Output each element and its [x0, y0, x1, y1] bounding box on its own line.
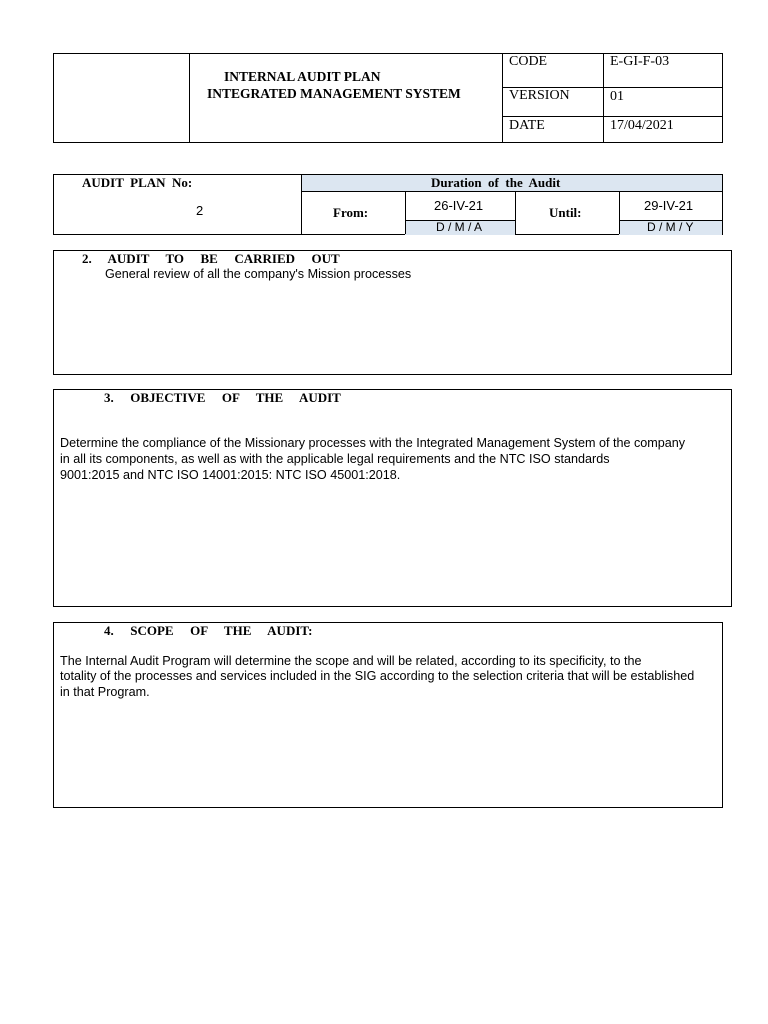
header-divider: [603, 54, 604, 142]
document-title-line2: INTEGRATED MANAGEMENT SYSTEM: [207, 86, 461, 101]
section-3-body-line: in all its components, as well as with the applicable legal requirements and the NTC ISO standards: [60, 452, 610, 466]
duration-label: Duration of the Audit: [431, 175, 561, 190]
from-date-format: D / M / A: [436, 220, 483, 234]
plan-divider: [405, 191, 406, 234]
logo-placeholder: [54, 54, 189, 142]
section-3-body-line: 9001:2015 and NTC ISO 14001:2015: NTC ISO 45001:2018.: [60, 468, 401, 482]
section-3-body-line: Determine the compliance of the Missionary processes with the Integrated Management System of the company: [60, 436, 686, 450]
section-2-body: General review of all the company's Mission processes: [105, 267, 412, 281]
audit-plan-number-label: AUDIT PLAN No:: [82, 175, 193, 190]
document-title-line1: INTERNAL AUDIT PLAN: [224, 69, 381, 84]
objective-of-the-audit-section: [53, 389, 732, 607]
section-3-title: 3. OBJECTIVE OF THE AUDIT: [104, 390, 341, 405]
code-label: CODE: [509, 54, 548, 69]
version-value: 01: [610, 89, 624, 104]
section-4-body-line: The Internal Audit Program will determine the scope and will be related, according to its specificity, to the: [60, 654, 642, 668]
code-value: E-GI-F-03: [610, 54, 670, 69]
date-value: 17/04/2021: [610, 118, 674, 133]
audit-to-be-carried-out-section: [53, 250, 732, 375]
audit-plan-table: [53, 174, 723, 235]
document-header-table: [53, 53, 723, 143]
plan-divider: [301, 175, 302, 234]
section-4-body-line: in that Program.: [60, 685, 150, 699]
header-divider: [502, 54, 503, 142]
plan-divider: [515, 191, 516, 234]
date-label: DATE: [509, 118, 545, 133]
plan-divider: [619, 191, 620, 234]
header-divider: [189, 54, 190, 142]
section-4-body-line: totality of the processes and services included in the SIG according to the selection criteria that will be established: [60, 669, 695, 683]
scope-of-the-audit-section: [53, 622, 723, 808]
until-date-format: D / M / Y: [647, 220, 694, 234]
audit-plan-number-value: 2: [196, 203, 204, 218]
header-row-divider: [502, 116, 722, 117]
version-label: VERSION: [509, 88, 570, 103]
section-4-title: 4. SCOPE OF THE AUDIT:: [104, 623, 313, 638]
until-date-value: 29-IV-21: [644, 198, 694, 213]
until-label: Until:: [549, 205, 582, 220]
from-label: From:: [333, 205, 369, 220]
section-2-title: 2. AUDIT TO BE CARRIED OUT: [82, 251, 340, 266]
from-date-value: 26-IV-21: [434, 198, 484, 213]
